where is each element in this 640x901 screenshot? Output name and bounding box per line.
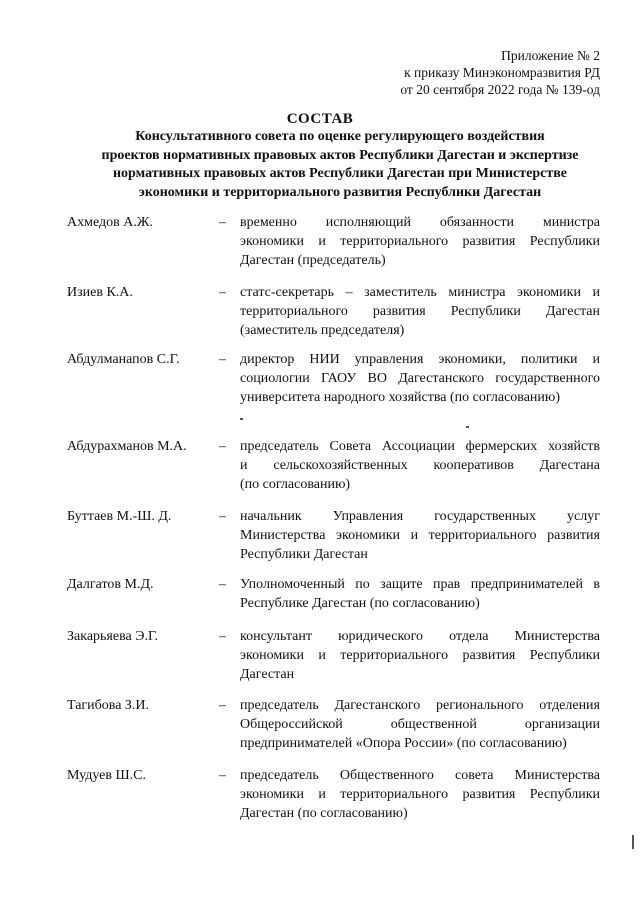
member-description xyxy=(240,350,600,407)
member-dash: – xyxy=(219,698,226,713)
member-dash: – xyxy=(219,768,226,783)
description-line: и сельскохозяйственных кооперативов Дагестана xyxy=(240,458,600,473)
description-line: университета народного хозяйства (по согласованию) xyxy=(240,390,561,405)
scan-speck xyxy=(240,418,243,420)
member-name: Буттаев М.-Ш. Д. xyxy=(67,509,172,524)
description-line: Дагестан xyxy=(240,667,295,682)
description-line: директор НИИ управления экономики, политики и xyxy=(240,352,600,367)
appendix-line-1: Приложение № 2 xyxy=(501,48,600,63)
scan-speck xyxy=(632,835,634,849)
member-description xyxy=(240,575,600,613)
member-dash: – xyxy=(219,352,226,367)
scan-speck xyxy=(466,426,469,428)
subtitle-line: Консультативного совета по оценке регулирующего воздействия xyxy=(135,129,545,144)
subtitle-line: нормативных правовых актов Республики Дагестан при Министерстве xyxy=(112,166,567,181)
member-description xyxy=(240,696,600,753)
member-name: Изиев К.А. xyxy=(67,285,133,300)
description-line: экономики и территориального развития Республики xyxy=(240,787,600,802)
subtitle-line: проектов нормативных правовых актов Республики Дагестан и экспертизе xyxy=(101,147,579,163)
description-line: предпринимателей «Опора России» (по согласованию) xyxy=(240,736,567,751)
member-description xyxy=(240,766,600,823)
member-dash: – xyxy=(219,285,226,300)
appendix-line-2: к приказу Минэкономразвития РД xyxy=(404,65,600,80)
description-line: территориального развития Республики Дагестан xyxy=(240,304,600,319)
description-line: (по согласованию) xyxy=(240,477,351,492)
description-line: начальник Управления государственных услуг xyxy=(240,509,600,524)
appendix-header xyxy=(400,47,600,98)
member-description xyxy=(240,507,600,564)
member-dash: – xyxy=(219,509,226,524)
description-line: председатель Совета Ассоциации фермерских хозяйств xyxy=(240,439,600,454)
member-dash: – xyxy=(219,215,226,230)
member-dash: – xyxy=(219,577,226,592)
member-description xyxy=(240,213,600,270)
description-line: Уполномоченный по защите прав предпринимателей в xyxy=(240,577,600,592)
description-line: Дагестан (по согласованию) xyxy=(240,806,408,821)
member-name: Абдурахманов М.А. xyxy=(67,439,187,454)
description-line: экономики и территориального развития Республики xyxy=(240,234,600,249)
description-line: председатель Общественного совета Министерства xyxy=(240,768,600,783)
description-line: (заместитель председателя) xyxy=(240,323,405,338)
member-name: Мудуев Ш.С. xyxy=(67,768,146,783)
member-name: Абдулманапов С.Г. xyxy=(67,352,180,367)
description-line: Республике Дагестан (по согласованию) xyxy=(240,596,480,611)
member-dash: – xyxy=(219,629,226,644)
member-dash: – xyxy=(219,439,226,454)
member-description xyxy=(240,437,600,494)
appendix-line-3: от 20 сентября 2022 года № 139-од xyxy=(400,82,600,97)
description-line: экономики и территориального развития Республики xyxy=(240,648,600,663)
document-subtitle xyxy=(60,128,620,202)
member-description xyxy=(240,627,600,684)
document-title: СОСТАВ xyxy=(286,111,354,127)
description-line: Общероссийской общественной организации xyxy=(240,717,600,732)
member-name: Тагибова З.И. xyxy=(67,698,150,713)
description-line: председатель Дагестанского регионального отделения xyxy=(240,698,600,713)
description-line: статс-секретарь – заместитель министра экономики и xyxy=(240,285,600,300)
description-line: Республики Дагестан xyxy=(240,547,368,562)
description-line: Министерства экономики и территориального развития xyxy=(240,528,600,543)
member-name: Ахмедов А.Ж. xyxy=(67,215,153,230)
member-name: Закарьяева Э.Г. xyxy=(67,629,158,644)
description-line: консультант юридического отдела Министерства xyxy=(240,629,600,644)
subtitle-line: экономики и территориального развития Республики Дагестан xyxy=(138,184,542,200)
description-line: социологии ГАОУ ВО Дагестанского государственного xyxy=(240,371,600,386)
description-line: Дагестан (председатель) xyxy=(240,253,386,268)
description-line: временно исполняющий обязанности министра xyxy=(240,215,600,230)
member-name: Далгатов М.Д. xyxy=(67,577,154,592)
member-description xyxy=(240,283,600,340)
